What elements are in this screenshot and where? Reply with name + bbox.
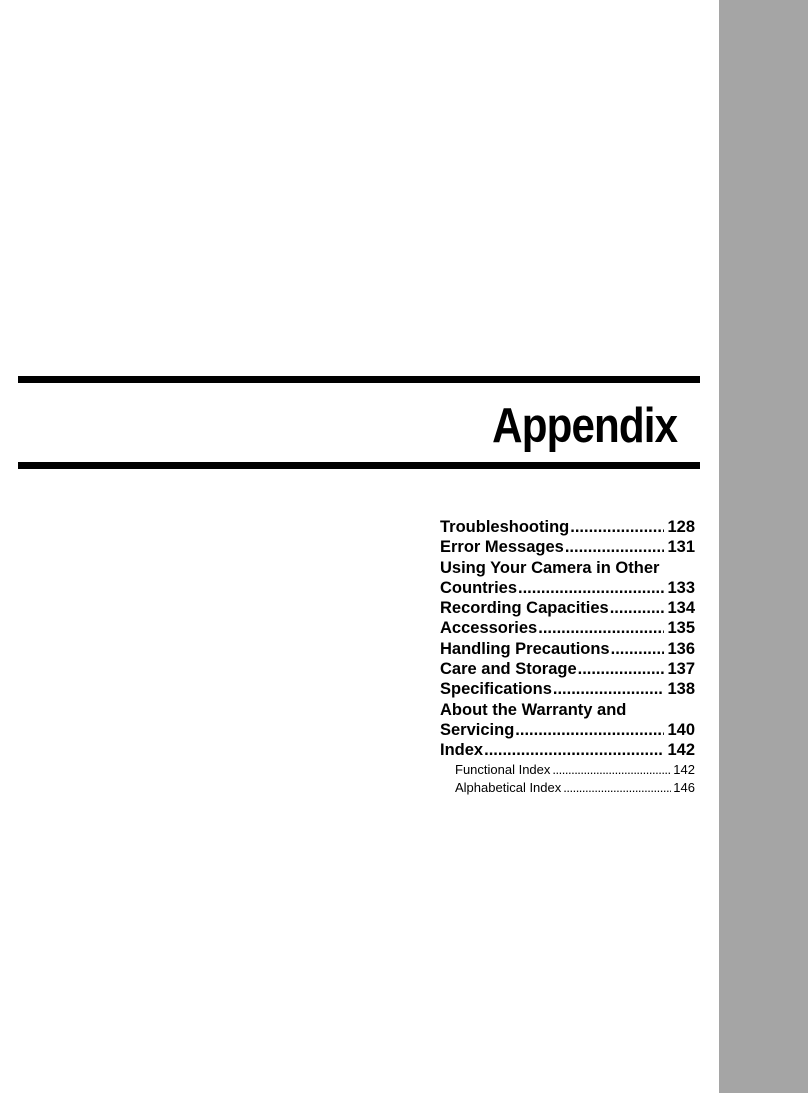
toc-entry-page: 140 xyxy=(667,720,695,739)
toc-entry-page: 137 xyxy=(667,660,695,679)
toc-entry-label: Index xyxy=(440,741,484,760)
toc-sub-entry-alphabetical-index[interactable] xyxy=(440,779,695,797)
toc-leader-dots xyxy=(553,679,665,699)
toc-entry-troubleshooting[interactable] xyxy=(440,517,695,537)
toc-entry-page: 142 xyxy=(667,741,695,760)
toc-entry-page: 138 xyxy=(667,680,695,699)
toc-sub-entry-page: 146 xyxy=(673,779,695,795)
toc-leader-dots xyxy=(610,598,665,618)
toc-entry-label: Recording Capacities xyxy=(440,599,609,618)
toc-leader-dots xyxy=(484,740,664,760)
toc-leader-dots xyxy=(538,618,664,638)
toc-sub-entry-label: Functional Index xyxy=(455,761,551,777)
toc-leader-dots xyxy=(570,517,664,537)
table-of-contents xyxy=(440,517,695,797)
toc-entry-label: Specifications xyxy=(440,680,552,699)
toc-entry-specifications[interactable] xyxy=(440,679,695,699)
title-rule-bottom xyxy=(18,462,700,469)
title-rule-top xyxy=(18,376,700,383)
toc-entry-accessories[interactable] xyxy=(440,618,695,638)
toc-leader-dots xyxy=(578,659,665,679)
toc-entry-recording-capacities[interactable] xyxy=(440,598,695,618)
toc-entry-label: Accessories xyxy=(440,619,538,638)
toc-entry-label: Handling Precautions xyxy=(440,639,610,658)
toc-entry-care-and-storage[interactable] xyxy=(440,659,695,679)
toc-entry-label: Countries xyxy=(440,578,518,597)
toc-sub-entry-page: 142 xyxy=(673,761,695,777)
chapter-side-tab xyxy=(719,0,808,1093)
toc-leader-dots xyxy=(565,537,665,557)
toc-entry-label: Error Messages xyxy=(440,538,564,557)
toc-leader-dots xyxy=(563,779,671,797)
toc-entry-error-messages[interactable] xyxy=(440,537,695,557)
toc-entry-page: 135 xyxy=(667,619,695,638)
toc-entry-page: 133 xyxy=(667,578,695,597)
toc-entry-page: 128 xyxy=(667,518,695,536)
toc-entry-page: 134 xyxy=(667,599,695,618)
toc-entry-handling-precautions[interactable] xyxy=(440,639,695,659)
toc-leader-dots xyxy=(518,578,664,598)
toc-leader-dots xyxy=(611,639,665,659)
toc-leader-dots xyxy=(552,761,671,779)
toc-sub-entry-label: Alphabetical Index xyxy=(455,779,562,795)
toc-entry-label: Care and Storage xyxy=(440,660,577,679)
toc-entry-label-line1[interactable]: About the Warranty and xyxy=(440,700,627,719)
toc-entry-page: 136 xyxy=(667,639,695,658)
toc-entry-label: Troubleshooting xyxy=(440,518,570,536)
toc-sub-entry-functional-index[interactable] xyxy=(440,761,695,779)
toc-entry-page: 131 xyxy=(667,538,695,557)
toc-entry-warranty-servicing[interactable] xyxy=(440,720,695,740)
toc-entry-label-line1[interactable]: Using Your Camera in Other xyxy=(440,558,660,577)
toc-entry-label: Servicing xyxy=(440,720,515,739)
toc-entry-using-camera-other-countries[interactable] xyxy=(440,578,695,598)
chapter-title: Appendix xyxy=(491,399,677,453)
toc-leader-dots xyxy=(515,720,664,740)
toc-entry-index[interactable] xyxy=(440,740,695,760)
